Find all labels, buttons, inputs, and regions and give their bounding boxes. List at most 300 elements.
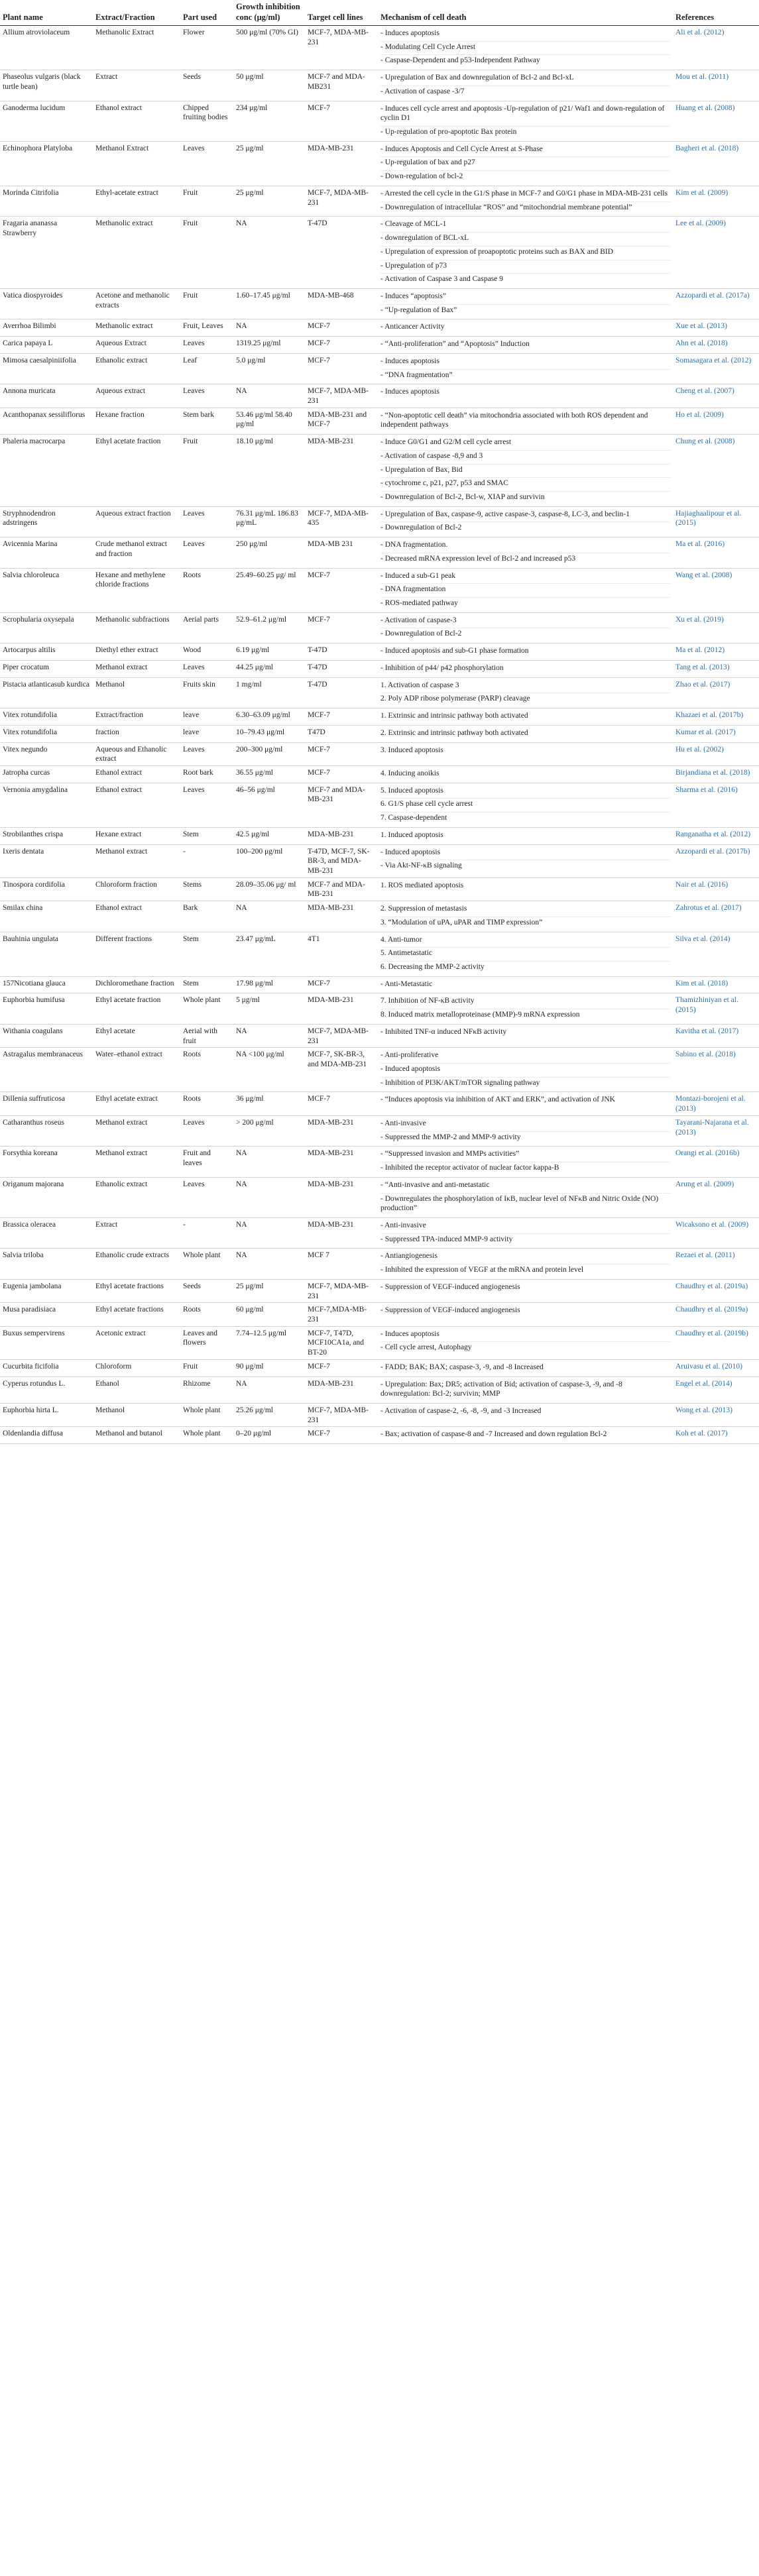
mechanism-cell [378,783,673,827]
target-cell-lines-cell: T47D [305,725,378,742]
reference-link[interactable]: Ranganatha et al. (2012) [673,827,759,844]
table-row [0,1279,759,1302]
mechanism-item: - Caspase-Dependent and p53-Independent Pathway [380,56,540,65]
mechanism-cell [378,877,673,901]
target-cell-lines-cell: MCF-7, MDA-MB-231 [305,186,378,216]
mechanism-item: - Activation of caspase -8,9 and 3 [380,451,670,465]
part-used-cell: Roots [180,1303,233,1326]
plant-name-cell: Euphorbia hirta L. [0,1404,93,1427]
reference-link[interactable]: Wong et al. (2013) [673,1404,759,1427]
extract-cell: Ethanol extract [93,101,180,141]
part-used-cell: leave [180,725,233,742]
plant-name-cell: Carica papaya L [0,337,93,354]
table-row [0,26,759,70]
part-used-cell: Leaves [180,337,233,354]
part-used-cell: Fruits skin [180,677,233,708]
mechanism-item: - Upregulation of Bax, Bid [380,465,670,478]
extract-cell: Methanol and butanol [93,1427,180,1444]
reference-link[interactable]: Ahn et al. (2018) [673,337,759,354]
target-cell-lines-cell: T-47D [305,677,378,708]
part-used-cell: Whole plant [180,1404,233,1427]
part-used-cell: Leaves [180,783,233,827]
mechanism-item: - Upregulation of Bax and downregulation of Bcl-2 and Bcl-xL [380,72,670,86]
table-row [0,976,759,993]
extract-cell: Methanol Extract [93,141,180,186]
mechanism-item: - Downregulation of Bcl-2 [380,630,462,638]
reference-link[interactable]: Cheng et al. (2007) [673,384,759,408]
mechanism-item: 1. Extrinsic and intrinsic pathway both activated [380,712,528,720]
plant-name-cell: Astragalus membranaceus [0,1048,93,1092]
reference-link[interactable]: Sharma et al. (2016) [673,783,759,827]
mechanism-cell [378,644,673,661]
growth-inhibition-cell: 250 μg/ml [233,537,305,568]
target-cell-lines-cell: MCF-7 [305,319,378,337]
reference-link[interactable]: Arung et al. (2009) [673,1177,759,1217]
growth-inhibition-cell: 36 μg/ml [233,1092,305,1115]
table-row [0,1048,759,1092]
mechanism-item: - Anti-proliferative [380,1050,670,1064]
part-used-cell: Leaves [180,1115,233,1146]
mechanism-item: - Up-regulation of pro-apoptotic Bax protein [380,128,517,137]
target-cell-lines-cell: MDA-MB-231 [305,1376,378,1403]
reference-link[interactable]: Chaudhry et al. (2019b) [673,1326,759,1359]
mechanism-item: - Suppression of VEGF-induced angiogenesis [380,1306,520,1315]
growth-inhibition-cell: 0–20 μg/ml [233,1427,305,1444]
reference-link[interactable]: Hajiaghaalipour et al. (2015) [673,506,759,537]
plant-name-cell: Vernonia amygdalina [0,783,93,827]
plant-name-cell: Cucurbita ficifolia [0,1359,93,1376]
extract-cell: Hexane and methylene chloride fractions [93,568,180,612]
part-used-cell: Whole plant [180,1427,233,1444]
mechanism-cell [378,1404,673,1427]
growth-inhibition-cell: NA [233,217,305,289]
reference-link[interactable]: Ali et al. (2012) [673,26,759,70]
table-row [0,1024,759,1047]
table-row [0,1217,759,1248]
part-used-cell: Aerial parts [180,612,233,643]
plant-name-cell: Smilax china [0,901,93,932]
reference-link[interactable]: Azzopardi et al. (2017b) [673,844,759,877]
extract-cell: Ethyl-acetate extract [93,186,180,216]
mechanism-item: - downregulation of BCL-xL [380,233,670,247]
mechanism-item: - Antiangiogenesis [380,1251,670,1264]
header-mechanism: Mechanism of cell death [378,0,673,26]
growth-inhibition-cell: 6.19 μg/ml [233,644,305,661]
growth-inhibition-cell: 1319.25 μg/ml [233,337,305,354]
extract-cell: Hexane extract [93,827,180,844]
table-row [0,217,759,289]
plant-name-cell: Artocarpus altilis [0,644,93,661]
growth-inhibition-cell: 42.5 μg/ml [233,827,305,844]
part-used-cell: Chipped fruiting bodies [180,101,233,141]
table-row [0,742,759,765]
reference-link[interactable]: Koh et al. (2017) [673,1427,759,1444]
extract-cell: Methanol extract [93,1115,180,1146]
table-row [0,568,759,612]
plant-name-cell: Avicennia Marina [0,537,93,568]
mechanism-item: 2. Suppression of metastasis [380,903,670,917]
reference-link[interactable]: Tang et al. (2013) [673,660,759,677]
mechanism-cell [378,708,673,726]
extract-cell: Ethanol [93,1376,180,1403]
mechanism-cell [378,1279,673,1302]
mechanism-item: - Inhibition of p44/ p42 phosphorylation [380,663,504,672]
part-used-cell: - [180,1217,233,1248]
target-cell-lines-cell: MCF-7, MDA-MB-231 [305,1024,378,1047]
growth-inhibition-cell: 500 μg/ml (70% GI) [233,26,305,70]
growth-inhibition-cell: NA [233,319,305,337]
target-cell-lines-cell: T-47D, MCF-7, SK-BR-3, and MDA-MB-231 [305,844,378,877]
mechanism-cell [378,435,673,507]
part-used-cell: Leaves [180,742,233,765]
table-row [0,932,759,976]
growth-inhibition-cell: NA [233,384,305,408]
part-used-cell: Fruit, Leaves [180,319,233,337]
mechanism-item: - Induces Apoptosis and Cell Cycle Arrest at S-Phase [380,144,670,158]
reference-link[interactable]: Bagheri et al. (2018) [673,141,759,186]
table-row [0,435,759,507]
reference-link[interactable]: Kim et al. (2018) [673,976,759,993]
extract-cell: Crude methanol extract and fraction [93,537,180,568]
reference-link[interactable]: Rezaei et al. (2011) [673,1249,759,1279]
mechanism-item: - Induce G0/G1 and G2/M cell cycle arrest [380,437,670,451]
mechanism-item: - Induced a sub-G1 peak [380,571,670,585]
reference-link[interactable]: Montazi-borojeni et al. (2013) [673,1092,759,1115]
mechanism-cell [378,101,673,141]
target-cell-lines-cell: MCF-7,MDA-MB-231 [305,1303,378,1326]
mechanism-item: 3. Induced apoptosis [380,746,443,754]
reference-link[interactable]: Kavitha et al. (2017) [673,1024,759,1047]
mechanism-item: - “Up-regulation of Bax” [380,306,457,314]
extract-cell: Ethanol extract [93,783,180,827]
part-used-cell: Fruit [180,435,233,507]
mechanism-cell [378,1092,673,1115]
target-cell-lines-cell: MDA-MB-231 [305,901,378,932]
reference-link[interactable]: Silva et al. (2014) [673,932,759,976]
mechanism-cell [378,353,673,384]
plant-name-cell: Vitex negundo [0,742,93,765]
reference-link[interactable]: Xu et al. (2019) [673,612,759,643]
mechanism-item: - Anti-Metastatic [380,980,433,988]
growth-inhibition-cell: > 200 μg/ml [233,1115,305,1146]
plant-name-cell: Tinospora cordifolia [0,877,93,901]
reference-link[interactable]: Ho et al. (2009) [673,408,759,434]
table-row [0,70,759,101]
growth-inhibition-cell: 28.09–35.06 μg/ ml [233,877,305,901]
mechanism-item: 5. Antimetastatic [380,948,670,962]
mechanism-item: 4. Inducing anoikis [380,769,439,777]
extract-cell: Methanol [93,677,180,708]
reference-link[interactable]: Wang et al. (2008) [673,568,759,612]
reference-link[interactable]: Lee et al. (2009) [673,217,759,289]
mechanism-cell [378,319,673,337]
reference-link[interactable]: Thamizhiniyan et al. (2015) [673,993,759,1024]
growth-inhibition-cell: 5.0 μg/ml [233,353,305,384]
mechanism-cell [378,725,673,742]
plant-name-cell: Ixeris dentata [0,844,93,877]
reference-link[interactable]: Engel et al. (2014) [673,1376,759,1403]
table-row [0,1147,759,1177]
target-cell-lines-cell: MCF-7 [305,708,378,726]
reference-link[interactable]: Hu et al. (2002) [673,742,759,765]
mechanism-item: - Cleavage of MCL-1 [380,219,670,233]
table-row [0,353,759,384]
target-cell-lines-cell: MCF-7, MDA-MB-231 [305,26,378,70]
part-used-cell: Leaves [180,1177,233,1217]
mechanism-cell [378,1427,673,1444]
mechanism-item: - Bax; activation of caspase-8 and -7 Increased and down regulation Bcl-2 [380,1430,607,1439]
extract-cell: Acetonic extract [93,1326,180,1359]
extract-cell: Extract/fraction [93,708,180,726]
table-row [0,644,759,661]
table-row [0,506,759,537]
part-used-cell: Bark [180,901,233,932]
growth-inhibition-cell: NA [233,1249,305,1279]
growth-inhibition-cell: 7.74–12.5 μg/ml [233,1326,305,1359]
target-cell-lines-cell: MDA-MB-231 and MCF-7 [305,408,378,434]
target-cell-lines-cell: 4T1 [305,932,378,976]
target-cell-lines-cell: MDA-MB-231 [305,1217,378,1248]
mechanism-item: - Suppressed the MMP-2 and MMP-9 activity [380,1133,521,1141]
plant-name-cell: 157Nicotiana glauca [0,976,93,993]
extract-cell: Extract [93,70,180,101]
extract-cell: Chloroform [93,1359,180,1376]
extract-cell: Water–ethanol extract [93,1048,180,1092]
reference-link[interactable]: Ma et al. (2012) [673,644,759,661]
mechanism-item: - Downregulation of Bcl-2 [380,524,462,532]
mechanism-item: - Downregulation of Bcl-2, Bcl-w, XIAP and survivin [380,493,545,501]
table-row [0,993,759,1024]
mechanism-item: - “Anti-invasive and anti-metastatic [380,1180,670,1194]
growth-inhibition-cell: 100–200 μg/ml [233,844,305,877]
growth-inhibition-cell: 90 μg/ml [233,1359,305,1376]
growth-inhibition-cell: 60 μg/ml [233,1303,305,1326]
reference-link[interactable]: Xue et al. (2013) [673,319,759,337]
mechanism-cell [378,537,673,568]
table-row [0,537,759,568]
growth-inhibition-cell: NA [233,901,305,932]
reference-link[interactable]: Chung et al. (2008) [673,435,759,507]
extract-cell: Methanolic subfractions [93,612,180,643]
extract-cell: Methanol extract [93,1147,180,1177]
target-cell-lines-cell: MDA-MB-468 [305,288,378,319]
table-row [0,1303,759,1326]
part-used-cell: - [180,844,233,877]
target-cell-lines-cell: MCF-7 [305,337,378,354]
reference-link[interactable]: Khazaei et al. (2017b) [673,708,759,726]
part-used-cell: Stem [180,976,233,993]
plant-name-cell: Annona muricata [0,384,93,408]
growth-inhibition-cell: 44.25 μg/ml [233,660,305,677]
extract-cell: Ethanolic crude extracts [93,1249,180,1279]
growth-inhibition-cell: NA <100 μg/ml [233,1048,305,1092]
growth-inhibition-cell: 25 μg/ml [233,186,305,216]
plant-name-cell: Averrhoa Bilimbi [0,319,93,337]
plant-name-cell: Salvia chloroleuca [0,568,93,612]
mechanism-cell [378,337,673,354]
header-part-used: Part used [180,0,233,26]
reference-link[interactable]: Somasagara et al. (2012) [673,353,759,384]
mechanism-item: - Activation of Caspase 3 and Caspase 9 [380,275,503,284]
mechanism-cell [378,506,673,537]
reference-link[interactable]: Birjandiana et al. (2018) [673,765,759,783]
target-cell-lines-cell: T-47D [305,217,378,289]
mechanism-cell [378,141,673,186]
mechanism-item: 4. Anti-tumor [380,934,670,948]
part-used-cell: Stems [180,877,233,901]
reference-link[interactable]: Sabino et al. (2018) [673,1048,759,1092]
plant-name-cell: Brassica oleracea [0,1217,93,1248]
table-row [0,1427,759,1444]
table-row [0,1115,759,1146]
target-cell-lines-cell: MCF-7, SK-BR-3, and MDA-MB-231 [305,1048,378,1092]
mechanism-item: - Induced apoptosis [380,847,670,861]
part-used-cell: Flower [180,26,233,70]
header-references: References [673,0,759,26]
growth-inhibition-cell: NA [233,1177,305,1217]
mechanism-item: - Upregulation of p73 [380,260,670,274]
reference-link[interactable]: Tayarani-Najarana et al. (2013) [673,1115,759,1146]
growth-inhibition-cell: NA [233,1147,305,1177]
table-body [0,26,759,1444]
plant-name-cell: Eugenia jambolana [0,1279,93,1302]
target-cell-lines-cell: MDA-MB 231 [305,537,378,568]
target-cell-lines-cell: MCF-7, MDA-MB-231 [305,1279,378,1302]
mechanism-item: - Induces apoptosis [380,1329,670,1343]
growth-inhibition-cell: 200–300 μg/ml [233,742,305,765]
table-row [0,288,759,319]
extract-cell: Aqueous Extract [93,337,180,354]
part-used-cell: Rhizome [180,1376,233,1403]
extract-cell: Ethanol extract [93,765,180,783]
mechanism-item: - Upregulation: Bax; DR5; activation of Bid; activation of caspase-3, -9, and -8 downregulation: Bcl-2; survivin; MMP [380,1380,622,1398]
mechanism-item: - Activation of caspase -3/7 [380,87,465,95]
reference-link[interactable]: Kim et al. (2009) [673,186,759,216]
mechanism-item: - Inhibition of PI3K/AKT/mTOR signaling pathway [380,1078,540,1087]
extract-cell: Diethyl ether extract [93,644,180,661]
target-cell-lines-cell: MCF-7 and MDA-MB231 [305,70,378,101]
part-used-cell: Stem bark [180,408,233,434]
plant-name-cell: Phaseolus vulgaris (black turtle bean) [0,70,93,101]
growth-inhibition-cell: 50 μg/ml [233,70,305,101]
part-used-cell: Whole plant [180,993,233,1024]
growth-inhibition-cell: 25 μg/ml [233,141,305,186]
reference-link[interactable]: Chaudhry et al. (2019a) [673,1279,759,1302]
growth-inhibition-cell: 25 μg/ml [233,1279,305,1302]
reference-link[interactable]: Azzopardi et al. (2017a) [673,288,759,319]
reference-link[interactable]: Nair et al. (2016) [673,877,759,901]
plant-name-cell: Echinophora Platyloba [0,141,93,186]
part-used-cell: Leaves [180,506,233,537]
plant-name-cell: Buxus sempervirens [0,1326,93,1359]
mechanism-item: - Anticancer Activity [380,323,445,331]
target-cell-lines-cell: MCF-7, MDA-MB-231 [305,384,378,408]
target-cell-lines-cell: MCF 7 [305,1249,378,1279]
extract-cell: Ethanolic extract [93,1177,180,1217]
extract-cell: Ethyl acetate fraction [93,435,180,507]
part-used-cell: Aerial with fruit [180,1024,233,1047]
reference-link[interactable]: Aruivasu et al. (2010) [673,1359,759,1376]
mechanism-cell [378,384,673,408]
mechanism-cell [378,993,673,1024]
mechanism-item: - Induced apoptosis and sub-G1 phase formation [380,647,529,655]
part-used-cell: Fruit and leaves [180,1147,233,1177]
reference-link[interactable]: Wicaksono et al. (2009) [673,1217,759,1248]
plant-name-cell: Mimosa caesalpiniifolia [0,353,93,384]
mechanism-cell [378,677,673,708]
table-row [0,319,759,337]
table-row [0,384,759,408]
plant-name-cell: Allium atroviolaceum [0,26,93,70]
growth-inhibition-cell: 17.98 μg/ml [233,976,305,993]
growth-inhibition-cell: 18.10 μg/ml [233,435,305,507]
mechanism-item: - cytochrome c, p21, p27, p53 and SMAC [380,478,670,492]
mechanism-item: - Downregulation of intracellular “ROS” and “mitochondrial membrane potential” [380,203,632,211]
reference-link[interactable]: Kumar et al. (2017) [673,725,759,742]
mechanism-item: - Decreased mRNA expression level of Bcl-2 and increased p53 [380,554,576,563]
reference-link[interactable]: Ma et al. (2016) [673,537,759,568]
growth-inhibition-cell: 36.55 μg/ml [233,765,305,783]
mechanism-item: - Upregulation of Bax, caspase-9, active caspase-3, caspase-8, LC-3, and beclin-1 [380,509,670,523]
mechanism-item: - ROS-mediated pathway [380,599,458,608]
mechanism-item: - Arrested the cell cycle in the G1/S phase in MCF-7 and G0/G1 phase in MDA-MB-231 cells [380,188,670,202]
table-row [0,877,759,901]
target-cell-lines-cell: MCF-7 and MDA-MB-231 [305,783,378,827]
table-row [0,141,759,186]
mechanism-cell [378,186,673,216]
table-row [0,408,759,434]
plant-name-cell: Musa paradisiaca [0,1303,93,1326]
growth-inhibition-cell: 1 mg/ml [233,677,305,708]
part-used-cell: Roots [180,568,233,612]
reference-link[interactable]: Zahrotus et al. (2017) [673,901,759,932]
target-cell-lines-cell: MCF-7 [305,976,378,993]
mechanism-item: - FADD; BAK; BAX; caspase-3, -9, and -8 Increased [380,1363,544,1371]
table-row [0,1404,759,1427]
target-cell-lines-cell: MDA-MB-231 [305,827,378,844]
mechanism-item: - “Non-apoptotic cell death” via mitochondria associated with both ROS dependent and independent pathways [380,411,648,429]
mechanism-cell [378,742,673,765]
extract-cell: Chloroform fraction [93,877,180,901]
mechanism-item: - Induces “apoptosis” [380,291,670,305]
mechanism-cell [378,932,673,976]
reference-link[interactable]: Huang et al. (2008) [673,101,759,141]
extract-cell: Ethyl acetate extract [93,1092,180,1115]
reference-link[interactable]: Zhao et al. (2017) [673,677,759,708]
reference-link[interactable]: Orangi et al. (2016b) [673,1147,759,1177]
mechanism-cell [378,1048,673,1092]
growth-inhibition-cell: 10–79.43 μg/ml [233,725,305,742]
growth-inhibition-cell: NA [233,1217,305,1248]
plant-name-cell: Vatica diospyroides [0,288,93,319]
mechanism-cell [378,844,673,877]
mechanism-item: - Via Akt-NF-κB signaling [380,862,462,870]
reference-link[interactable]: Mou et al. (2011) [673,70,759,101]
part-used-cell: Leaves [180,660,233,677]
reference-link[interactable]: Chaudhry et al. (2019a) [673,1303,759,1326]
table-row [0,612,759,643]
growth-inhibition-cell: 52.9–61.2 μg/ml [233,612,305,643]
mechanism-item: - Induces apoptosis [380,388,439,396]
table-row [0,827,759,844]
table-row [0,1177,759,1217]
extract-cell: Ethyl acetate fraction [93,993,180,1024]
growth-inhibition-cell: 53.46 μg/ml 58.40 μg/ml [233,408,305,434]
part-used-cell: Leaves and flowers [180,1326,233,1359]
table-row [0,844,759,877]
mechanism-item: 6. G1/S phase cell cycle arrest [380,799,670,812]
plant-name-cell: Vitex rotundifolia [0,725,93,742]
